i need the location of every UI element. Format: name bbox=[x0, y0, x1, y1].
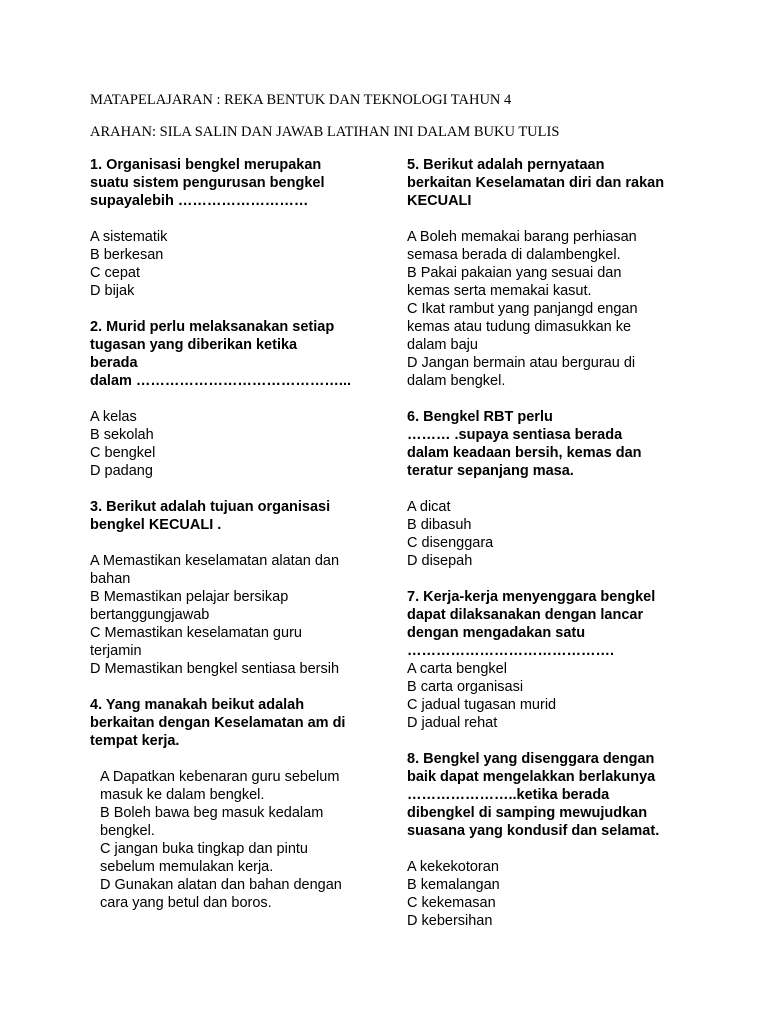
answer-option: B Pakai pakaian yang sesuai dan bbox=[407, 265, 622, 281]
answer-options bbox=[407, 858, 677, 930]
question-line: suasana yang kondusif dan selamat. bbox=[407, 823, 660, 839]
question-7 bbox=[407, 588, 677, 732]
question-4 bbox=[90, 696, 362, 912]
question-line: supayalebih ……………………… bbox=[90, 193, 309, 209]
question-3 bbox=[90, 498, 362, 678]
question-line: teratur sepanjang masa. bbox=[407, 463, 574, 479]
answer-option: terjamin bbox=[90, 643, 142, 659]
question-text bbox=[407, 408, 677, 480]
question-line: tugasan yang diberikan ketika bbox=[90, 337, 298, 353]
subject-heading: MATAPELAJARAN : REKA BENTUK DAN TEKNOLOGI TAHUN 4 bbox=[90, 92, 512, 108]
answer-option: A Dapatkan kebenaran guru sebelum bbox=[100, 769, 340, 785]
question-8 bbox=[407, 750, 677, 930]
question-line: 5. Berikut adalah pernyataan bbox=[407, 157, 605, 173]
answer-options bbox=[407, 228, 677, 390]
answer-option: D jadual rehat bbox=[407, 715, 498, 731]
answer-option: D padang bbox=[90, 463, 153, 479]
answer-option: B dibasuh bbox=[407, 517, 472, 533]
answer-option: B Boleh bawa beg masuk kedalam bbox=[100, 805, 324, 821]
answer-option: C Ikat rambut yang panjangd engan bbox=[407, 301, 638, 317]
question-line: dibengkel di samping mewujudkan bbox=[407, 805, 648, 821]
question-2 bbox=[90, 318, 362, 480]
answer-options bbox=[90, 408, 362, 480]
question-text bbox=[407, 588, 677, 660]
answer-option: C bengkel bbox=[90, 445, 156, 461]
answer-option: A sistematik bbox=[90, 229, 168, 245]
answer-option: D kebersihan bbox=[407, 913, 493, 929]
answer-option: bengkel. bbox=[100, 823, 155, 839]
question-line: bengkel KECUALI . bbox=[90, 517, 222, 533]
question-line: tempat kerja. bbox=[90, 733, 180, 749]
question-line: dengan mengadakan satu bbox=[407, 625, 586, 641]
answer-option: B carta organisasi bbox=[407, 679, 524, 695]
answer-options bbox=[90, 552, 362, 678]
answer-option: A Memastikan keselamatan alatan dan bbox=[90, 553, 340, 569]
answer-option: dalam bengkel. bbox=[407, 373, 506, 389]
question-line: berkaitan dengan Keselamatan am di bbox=[90, 715, 346, 731]
question-line: 6. Bengkel RBT perlu bbox=[407, 409, 553, 425]
answer-option: kemas atau tudung dimasukkan ke bbox=[407, 319, 632, 335]
question-text bbox=[90, 156, 362, 210]
answer-option: C kekemasan bbox=[407, 895, 496, 911]
answer-option: masuk ke dalam bengkel. bbox=[100, 787, 265, 803]
answer-option: C cepat bbox=[90, 265, 140, 281]
answer-option: C Memastikan keselamatan guru bbox=[90, 625, 302, 641]
left-column bbox=[90, 156, 362, 912]
question-line: 3. Berikut adalah tujuan organisasi bbox=[90, 499, 331, 515]
answer-option: A kekekotoran bbox=[407, 859, 499, 875]
question-1 bbox=[90, 156, 362, 300]
question-line: 4. Yang manakah beikut adalah bbox=[90, 697, 305, 713]
answer-option: C jadual tugasan murid bbox=[407, 697, 557, 713]
answer-option: D disepah bbox=[407, 553, 473, 569]
question-line: 8. Bengkel yang disenggara dengan bbox=[407, 751, 655, 767]
question-6 bbox=[407, 408, 677, 570]
answer-option: bertanggungjawab bbox=[90, 607, 210, 623]
answer-option: A carta bengkel bbox=[407, 661, 507, 677]
answer-option: D Gunakan alatan dan bahan dengan bbox=[100, 877, 342, 893]
answer-option: C jangan buka tingkap dan pintu bbox=[100, 841, 308, 857]
answer-option: D bijak bbox=[90, 283, 135, 299]
answer-option: B Memastikan pelajar bersikap bbox=[90, 589, 289, 605]
question-line: suatu sistem pengurusan bengkel bbox=[90, 175, 325, 191]
answer-option: semasa berada di dalambengkel. bbox=[407, 247, 621, 263]
question-line: berada bbox=[90, 355, 138, 371]
question-line: …………………..ketika berada bbox=[407, 787, 610, 803]
answer-option: B sekolah bbox=[90, 427, 154, 443]
instruction-heading: ARAHAN: SILA SALIN DAN JAWAB LATIHAN INI DALAM BUKU TULIS bbox=[90, 124, 560, 140]
question-line: dalam keadaan bersih, kemas dan bbox=[407, 445, 642, 461]
answer-option: D Jangan bermain atau bergurau di bbox=[407, 355, 636, 371]
question-line: berkaitan Keselamatan diri dan rakan bbox=[407, 175, 665, 191]
question-line: 2. Murid perlu melaksanakan setiap bbox=[90, 319, 335, 335]
question-text bbox=[90, 318, 362, 390]
question-text bbox=[90, 498, 362, 534]
question-line: 7. Kerja-kerja menyenggara bengkel bbox=[407, 589, 656, 605]
answer-option: B berkesan bbox=[90, 247, 164, 263]
answer-option: bahan bbox=[90, 571, 131, 587]
question-text bbox=[90, 696, 362, 750]
answer-options bbox=[90, 768, 362, 912]
answer-option: B kemalangan bbox=[407, 877, 500, 893]
answer-option: dalam baju bbox=[407, 337, 478, 353]
question-text bbox=[407, 156, 677, 210]
question-line: KECUALI bbox=[407, 193, 472, 209]
answer-options bbox=[90, 228, 362, 300]
answer-options bbox=[407, 660, 677, 732]
question-line: dapat dilaksanakan dengan lancar bbox=[407, 607, 644, 623]
question-5 bbox=[407, 156, 677, 390]
answer-option: kemas serta memakai kasut. bbox=[407, 283, 592, 299]
question-text bbox=[407, 750, 677, 840]
answer-option: D Memastikan bengkel sentiasa bersih bbox=[90, 661, 340, 677]
question-line: ……… .supaya sentiasa berada bbox=[407, 427, 623, 443]
answer-option: A kelas bbox=[90, 409, 137, 425]
question-line: 1. Organisasi bengkel merupakan bbox=[90, 157, 322, 173]
answer-option: cara yang betul dan boros. bbox=[100, 895, 272, 911]
question-line: baik dapat mengelakkan berlakunya bbox=[407, 769, 656, 785]
right-column bbox=[407, 156, 677, 930]
answer-option: A dicat bbox=[407, 499, 451, 515]
answer-option: sebelum memulakan kerja. bbox=[100, 859, 274, 875]
answer-option: C disenggara bbox=[407, 535, 494, 551]
answer-options bbox=[407, 498, 677, 570]
answer-option: A Boleh memakai barang perhiasan bbox=[407, 229, 637, 245]
question-line: dalam ……………………………………... bbox=[90, 373, 352, 389]
question-line: ……………………………………. bbox=[407, 643, 615, 659]
